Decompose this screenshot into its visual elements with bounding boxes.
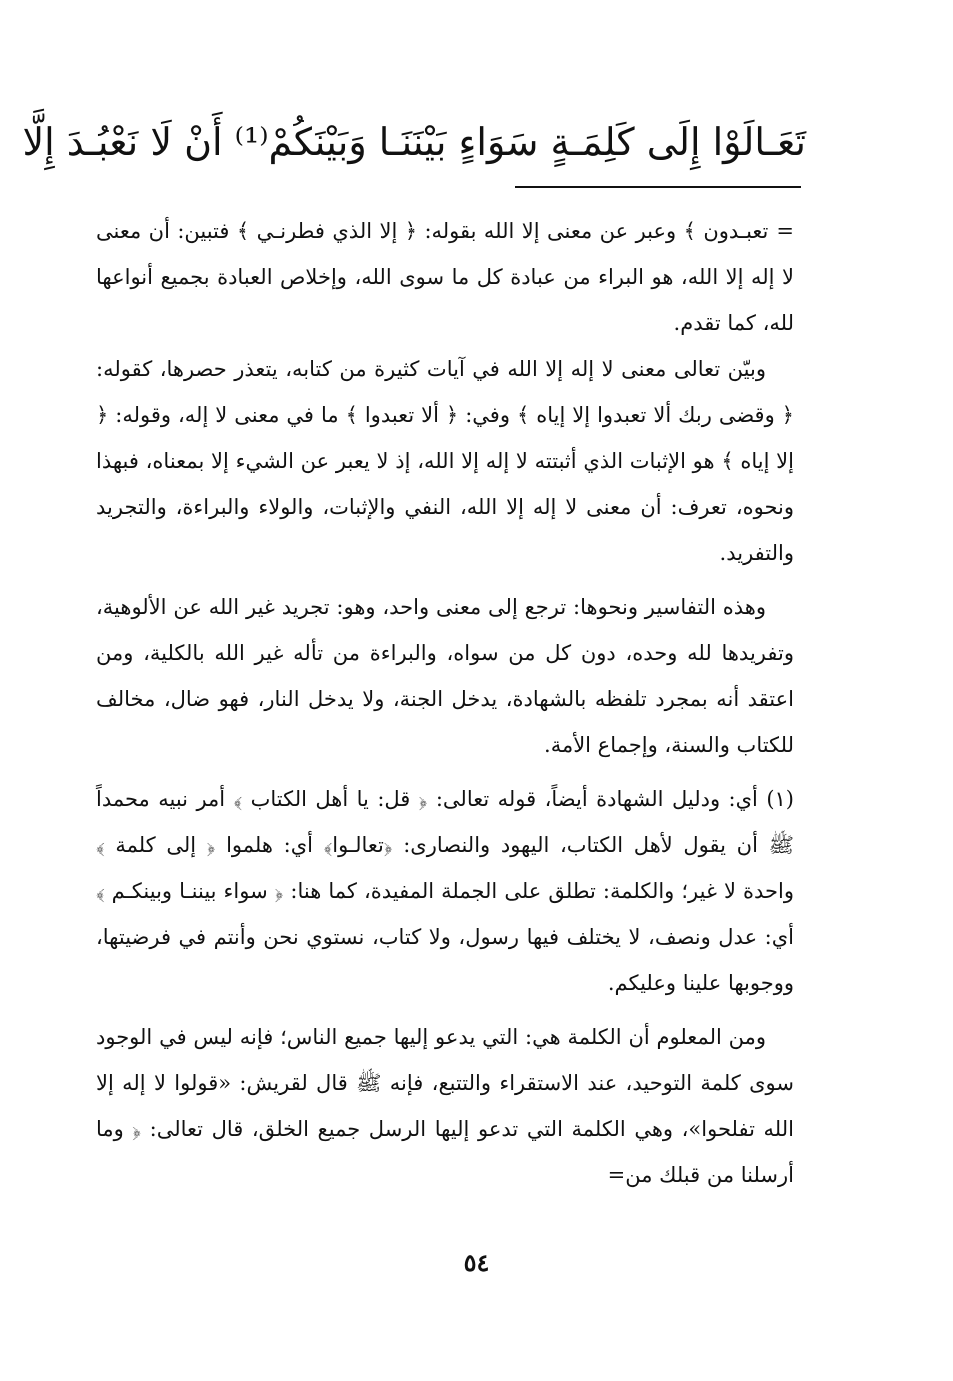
- footnote-paragraph: وهذه التفاسير ونحوها: ترجع إلى معنى واحد، وهو: تجريد غير الله عن الألوهية، وتفريدها لله وحده، دون كل من سواه، والبراءة من تأله غير الله بالكلية، ومن اعتقد أنه بمجرد تلفظه بالشهادة، يدخل الجنة، ولا يدخل النار، فهو ضال، مخالف للكتاب والسنة، وإجماع الأمة.: [96, 595, 794, 757]
- footnote-1-paragraph: ومن المعلوم أن الكلمة هي: التي يدعو إليها جميع الناس؛ فإنه ليس في الوجود سوى كلمة التوحيد، عند الاستقراء والتتبع، فإنه ﷺ قال لقريش: «قولوا لا إله إلا الله تفلحوا»، وهي الكلمة التي تدعو إليها الرسل جميع الخلق، قال تعالى: ﴿ وما أرسلنا من قبلك من=: [96, 1025, 794, 1187]
- footnote-1-marker: (١): [766, 787, 794, 811]
- footnote-divider: [515, 186, 801, 188]
- continuation-marker: =: [776, 219, 795, 243]
- page-number: ٥٤: [463, 1248, 490, 1277]
- footnote-paragraph: وبيّن تعالى معنى لا إله إلا الله في آيات كثيرة من كتابه، يتعذر حصرها، كقوله: ﴿ وقضى ربك ألا تعبدوا إلا إياه ﴾ وفي: ﴿ ألا تعبدوا ﴾ ما في معنى لا إله، وقوله: ﴿ إلا إياه ﴾ هو الإثبات الذي أثبتته لا إله إلا الله، إذ لا يعبر عن الشيء إلا بمعناه، فبهذا ونحوه، تعرف: أن معنى لا إله إلا الله، النفي والإثبات، والولاء والبراءة، والتجريد والتفريد.: [96, 357, 794, 565]
- footnotes-section: [96, 208, 794, 1198]
- footnote-1-paragraph: (١) أي: ودليل الشهادة أيضاً، قوله تعالى: ﴿ قل: يا أهل الكتاب ﴾ أمر نبيه محمداً ﷺ أن يقول لأهل الكتاب، اليهود والنصارى: ﴿تعالـوا﴾ أي: هلموا ﴿ إلى كلمة ﴾ واحدة لا غير؛ والكلمة: تطلق على الجملة المفيدة، كما هنا: ﴿ سواء بيننـا وبينكـم ﴾ أي: عدل ونصف، لا يختلف فيها رسول، ولا كتاب، نستوي نحن وأنتم في فرضيتها، ووجوبها علينا وعليكم.: [96, 787, 794, 995]
- footnote-continuation-paragraph: =تعبـدون ﴾ وعبر عن معنى إلا الله بقوله: ﴿ إلا الذي فطرنـي ﴾ فتبين: أن معنى لا إله إلا الله، هو البراء من عبادة كل ما سوى الله، وإخلاص العبادة بجميع أنواعها لله، كما تقدم.: [96, 219, 795, 335]
- quran-verse: تَعَـالَوْا إِلَى كَلِمَـةٍ سَوَاءٍ بَيْنَنَـا وَبَيْنَكُمْ⁽¹⁾ أَنْ لَا نَعْبُـدَ إِلَّا: [22, 120, 806, 164]
